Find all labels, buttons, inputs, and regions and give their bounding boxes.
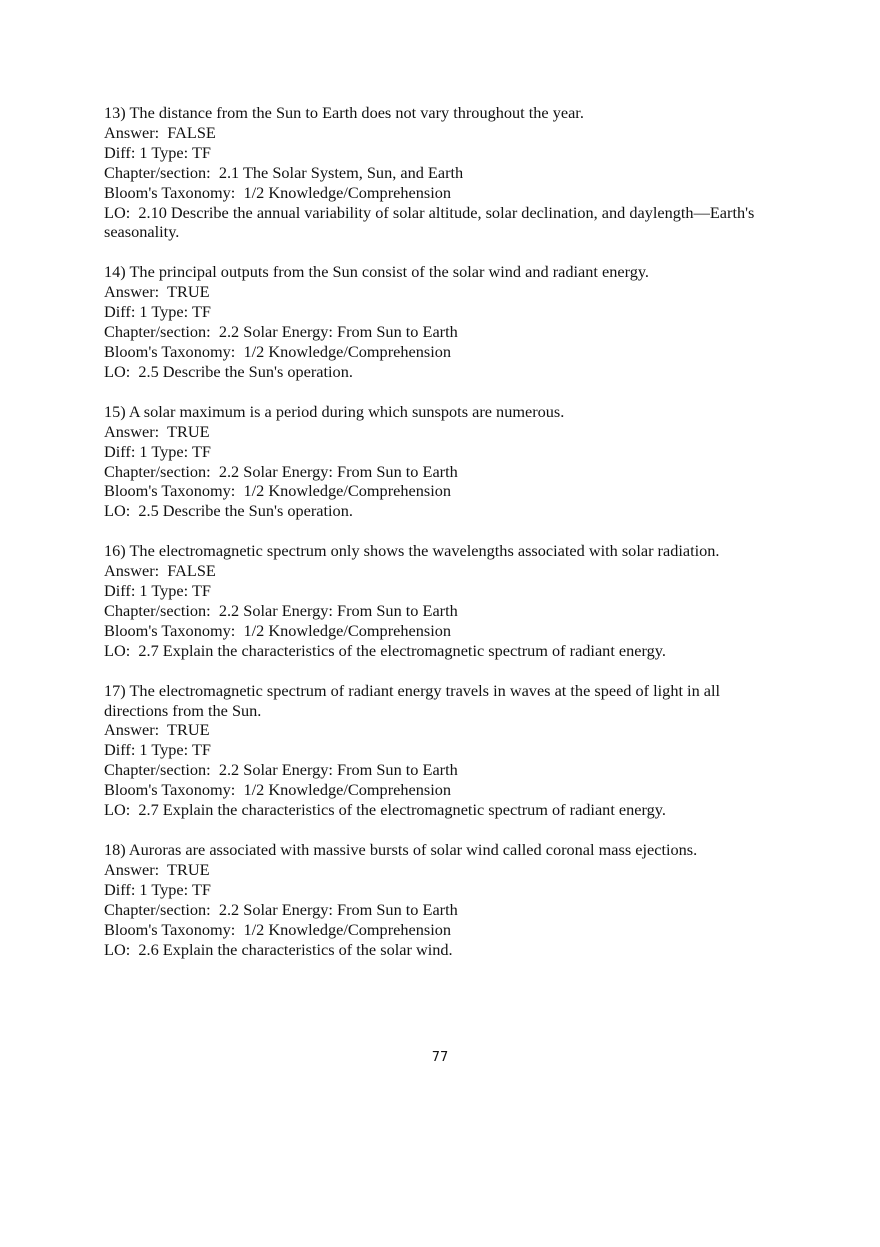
difficulty-line: Diff: 1 Type: TF [104, 441, 211, 461]
difficulty-line: Diff: 1 Type: TF [104, 740, 211, 760]
chapter-section-line: Chapter/section: 2.2 Solar Energy: From Sun to Earth [104, 322, 458, 342]
difficulty-line: Diff: 1 Type: TF [104, 302, 211, 322]
chapter-section-line: Chapter/section: 2.2 Solar Energy: From Sun to Earth [104, 461, 458, 481]
question-text: 15) A solar maximum is a period during which sunspots are numerous. [104, 401, 565, 421]
blooms-taxonomy-line: Bloom's Taxonomy: 1/2 Knowledge/Comprehension [104, 620, 451, 640]
blooms-taxonomy-line: Bloom's Taxonomy: 1/2 Knowledge/Comprehension [104, 481, 451, 501]
blooms-taxonomy-line: Bloom's Taxonomy: 1/2 Knowledge/Comprehension [104, 182, 451, 202]
page-number: 77 [431, 1050, 449, 1065]
question-text: 17) The electromagnetic spectrum of radiant energy travels in waves at the speed of light in all directions from the Sun. [104, 680, 725, 720]
answer-line: Answer: TRUE [104, 282, 210, 302]
blooms-taxonomy-line: Bloom's Taxonomy: 1/2 Knowledge/Comprehension [104, 919, 451, 939]
learning-objective-line: LO: 2.7 Explain the characteristics of the electromagnetic spectrum of radiant energy. [104, 640, 666, 660]
question-text: 16) The electromagnetic spectrum only shows the wavelengths associated with solar radiation. [104, 541, 720, 561]
question-item-17 [104, 681, 784, 820]
question-item-16 [104, 541, 784, 660]
question-text: 13) The distance from the Sun to Earth does not vary throughout the year. [104, 103, 584, 122]
question-item-13 [104, 103, 784, 242]
chapter-section-line: Chapter/section: 2.2 Solar Energy: From Sun to Earth [104, 760, 458, 780]
answer-line: Answer: TRUE [104, 421, 210, 441]
question-text: 18) Auroras are associated with massive bursts of solar wind called coronal mass ejections. [104, 840, 698, 859]
question-item-15 [104, 402, 784, 521]
difficulty-line: Diff: 1 Type: TF [104, 142, 211, 162]
chapter-section-line: Chapter/section: 2.1 The Solar System, Sun, and Earth [104, 162, 464, 182]
blooms-taxonomy-line: Bloom's Taxonomy: 1/2 Knowledge/Comprehension [104, 341, 451, 361]
answer-line: Answer: FALSE [104, 561, 216, 581]
learning-objective-line: LO: 2.5 Describe the Sun's operation. [104, 501, 353, 521]
difficulty-line: Diff: 1 Type: TF [104, 879, 211, 899]
difficulty-line: Diff: 1 Type: TF [104, 581, 211, 601]
question-text: 14) The principal outputs from the Sun consist of the solar wind and radiant energy. [104, 262, 650, 282]
learning-objective-line: LO: 2.10 Describe the annual variability of solar altitude, solar declination, and daylength—Earth's seasonality. [104, 202, 759, 242]
question-item-18 [104, 840, 784, 959]
learning-objective-line: LO: 2.6 Explain the characteristics of the solar wind. [104, 939, 453, 959]
learning-objective-line: LO: 2.7 Explain the characteristics of the electromagnetic spectrum of radiant energy. [104, 800, 666, 820]
answer-line: Answer: FALSE [104, 122, 216, 142]
answer-line: Answer: TRUE [104, 859, 210, 879]
chapter-section-line: Chapter/section: 2.2 Solar Energy: From Sun to Earth [104, 600, 458, 620]
chapter-section-line: Chapter/section: 2.2 Solar Energy: From Sun to Earth [104, 899, 458, 919]
question-item-14 [104, 262, 784, 381]
question-list [104, 103, 784, 979]
learning-objective-line: LO: 2.5 Describe the Sun's operation. [104, 361, 353, 381]
answer-line: Answer: TRUE [104, 720, 210, 740]
blooms-taxonomy-line: Bloom's Taxonomy: 1/2 Knowledge/Comprehension [104, 780, 451, 800]
